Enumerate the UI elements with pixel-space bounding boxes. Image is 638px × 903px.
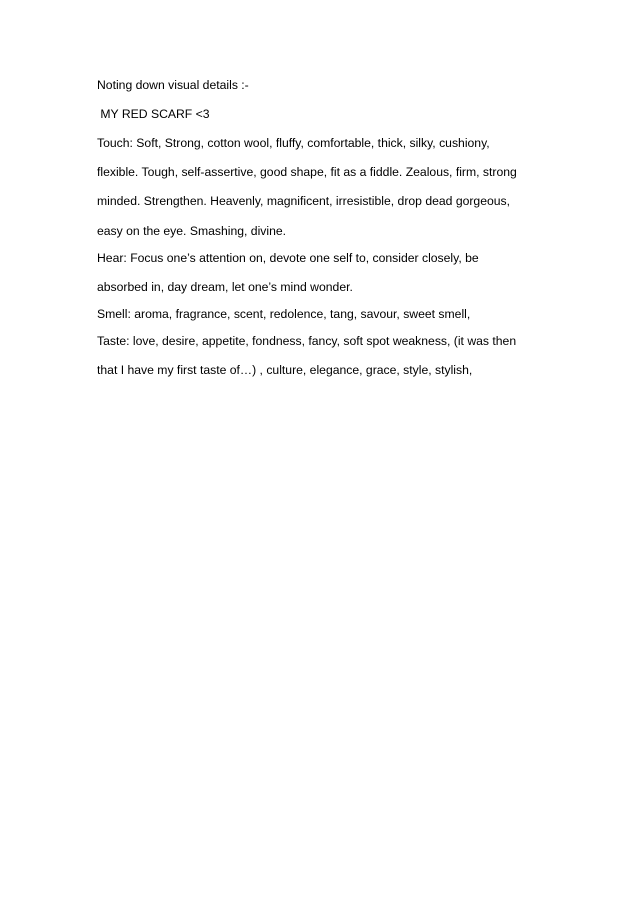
touch-line-1: Touch: Soft, Strong, cotton wool, fluffy, comfortable, thick, silky, cushiony,	[97, 136, 490, 150]
intro-line: Noting down visual details :-	[97, 78, 249, 92]
document-body	[97, 78, 547, 392]
hear-line-2: absorbed in, day dream, let one’s mind wonder.	[97, 279, 353, 294]
smell-line: Smell: aroma, fragrance, scent, redolence, tang, savour, sweet smell,	[97, 306, 471, 321]
touch-line-2: flexible. Tough, self-assertive, good shape, fit as a fiddle. Zealous, firm, strong	[97, 165, 517, 180]
taste-line-1: Taste: love, desire, appetite, fondness, fancy, soft spot weakness, (it was then	[97, 333, 517, 348]
title-line: MY RED SCARF <3	[97, 107, 210, 121]
hear-line-1: Hear: Focus one’s attention on, devote one self to, consider closely, be	[97, 250, 479, 265]
touch-line-3: minded. Strengthen. Heavenly, magnificent, irresistible, drop dead gorgeous,	[97, 194, 511, 209]
taste-line-2: that I have my first taste of…) , culture, elegance, grace, style, stylish,	[97, 362, 473, 377]
touch-line-4: easy on the eye. Smashing, divine.	[97, 223, 287, 238]
